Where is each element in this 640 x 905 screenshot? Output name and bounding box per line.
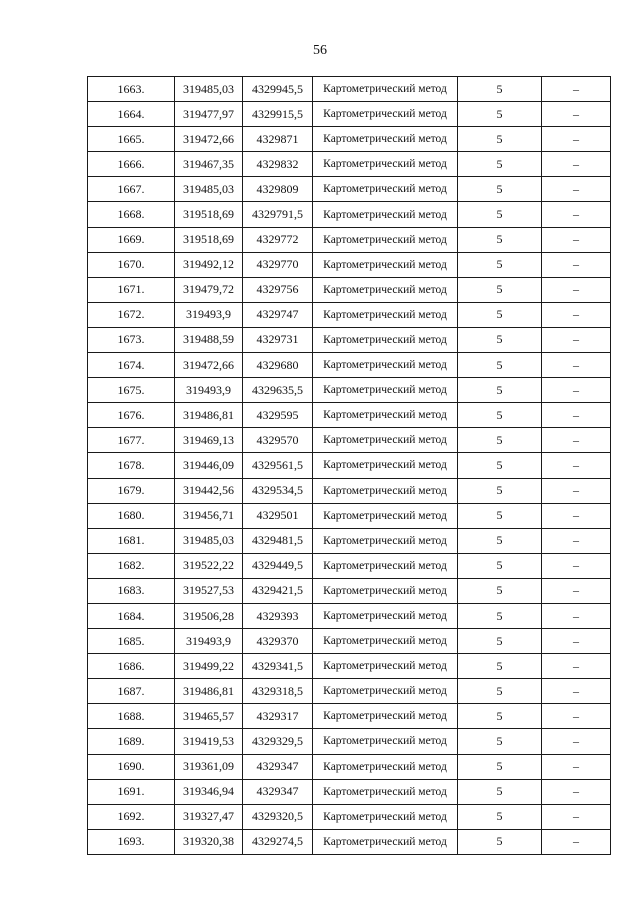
- y-coordinate-cell: 4329370: [243, 629, 313, 654]
- table-row: [88, 528, 611, 553]
- y-coordinate-cell: 4329320,5: [243, 804, 313, 829]
- point-number-cell: 1665.: [88, 127, 175, 152]
- table-row: [88, 102, 611, 127]
- accuracy-cell: 5: [458, 403, 542, 428]
- accuracy-cell: 5: [458, 478, 542, 503]
- method-cell: Картометрический метод: [313, 77, 458, 102]
- point-number-cell: 1686.: [88, 654, 175, 679]
- accuracy-cell: 5: [458, 102, 542, 127]
- table-row: [88, 804, 611, 829]
- method-cell: Картометрический метод: [313, 754, 458, 779]
- y-coordinate-cell: 4329393: [243, 603, 313, 628]
- x-coordinate-cell: 319469,13: [175, 428, 243, 453]
- method-cell: Картометрический метод: [313, 603, 458, 628]
- y-coordinate-cell: 4329421,5: [243, 578, 313, 603]
- table-row: [88, 378, 611, 403]
- accuracy-cell: 5: [458, 754, 542, 779]
- note-cell: –: [542, 102, 611, 127]
- note-cell: –: [542, 353, 611, 378]
- point-number-cell: 1683.: [88, 578, 175, 603]
- y-coordinate-cell: 4329341,5: [243, 654, 313, 679]
- x-coordinate-cell: 319493,9: [175, 629, 243, 654]
- accuracy-cell: 5: [458, 252, 542, 277]
- x-coordinate-cell: 319486,81: [175, 679, 243, 704]
- point-number-cell: 1667.: [88, 177, 175, 202]
- table-row: [88, 77, 611, 102]
- note-cell: –: [542, 302, 611, 327]
- point-number-cell: 1675.: [88, 378, 175, 403]
- y-coordinate-cell: 4329791,5: [243, 202, 313, 227]
- note-cell: –: [542, 503, 611, 528]
- accuracy-cell: 5: [458, 177, 542, 202]
- x-coordinate-cell: 319488,59: [175, 327, 243, 352]
- y-coordinate-cell: 4329731: [243, 327, 313, 352]
- accuracy-cell: 5: [458, 127, 542, 152]
- x-coordinate-cell: 319472,66: [175, 127, 243, 152]
- note-cell: –: [542, 428, 611, 453]
- note-cell: –: [542, 829, 611, 854]
- y-coordinate-cell: 4329772: [243, 227, 313, 252]
- y-coordinate-cell: 4329570: [243, 428, 313, 453]
- x-coordinate-cell: 319522,22: [175, 553, 243, 578]
- y-coordinate-cell: 4329318,5: [243, 679, 313, 704]
- point-number-cell: 1663.: [88, 77, 175, 102]
- point-number-cell: 1680.: [88, 503, 175, 528]
- point-number-cell: 1668.: [88, 202, 175, 227]
- x-coordinate-cell: 319527,53: [175, 578, 243, 603]
- method-cell: Картометрический метод: [313, 127, 458, 152]
- x-coordinate-cell: 319446,09: [175, 453, 243, 478]
- y-coordinate-cell: 4329945,5: [243, 77, 313, 102]
- method-cell: Картометрический метод: [313, 277, 458, 302]
- table-row: [88, 503, 611, 528]
- note-cell: –: [542, 754, 611, 779]
- table-row: [88, 704, 611, 729]
- method-cell: Картометрический метод: [313, 428, 458, 453]
- point-number-cell: 1664.: [88, 102, 175, 127]
- y-coordinate-cell: 4329595: [243, 403, 313, 428]
- method-cell: Картометрический метод: [313, 578, 458, 603]
- accuracy-cell: 5: [458, 629, 542, 654]
- method-cell: Картометрический метод: [313, 202, 458, 227]
- y-coordinate-cell: 4329915,5: [243, 102, 313, 127]
- note-cell: –: [542, 403, 611, 428]
- y-coordinate-cell: 4329809: [243, 177, 313, 202]
- method-cell: Картометрический метод: [313, 729, 458, 754]
- table-row: [88, 679, 611, 704]
- note-cell: –: [542, 779, 611, 804]
- x-coordinate-cell: 319346,94: [175, 779, 243, 804]
- accuracy-cell: 5: [458, 378, 542, 403]
- accuracy-cell: 5: [458, 704, 542, 729]
- point-number-cell: 1689.: [88, 729, 175, 754]
- table-row: [88, 478, 611, 503]
- note-cell: –: [542, 202, 611, 227]
- note-cell: –: [542, 729, 611, 754]
- page-number: 56: [313, 43, 327, 58]
- note-cell: –: [542, 378, 611, 403]
- table-row: [88, 177, 611, 202]
- table-row: [88, 227, 611, 252]
- x-coordinate-cell: 319361,09: [175, 754, 243, 779]
- y-coordinate-cell: 4329317: [243, 704, 313, 729]
- point-number-cell: 1678.: [88, 453, 175, 478]
- accuracy-cell: 5: [458, 779, 542, 804]
- method-cell: Картометрический метод: [313, 102, 458, 127]
- table-row: [88, 654, 611, 679]
- y-coordinate-cell: 4329347: [243, 754, 313, 779]
- x-coordinate-cell: 319485,03: [175, 77, 243, 102]
- table-row: [88, 327, 611, 352]
- point-number-cell: 1687.: [88, 679, 175, 704]
- table-row: [88, 428, 611, 453]
- point-number-cell: 1684.: [88, 603, 175, 628]
- accuracy-cell: 5: [458, 553, 542, 578]
- note-cell: –: [542, 277, 611, 302]
- accuracy-cell: 5: [458, 77, 542, 102]
- accuracy-cell: 5: [458, 804, 542, 829]
- note-cell: –: [542, 453, 611, 478]
- x-coordinate-cell: 319467,35: [175, 152, 243, 177]
- method-cell: Картометрический метод: [313, 553, 458, 578]
- point-number-cell: 1682.: [88, 553, 175, 578]
- note-cell: –: [542, 252, 611, 277]
- x-coordinate-cell: 319518,69: [175, 202, 243, 227]
- note-cell: –: [542, 152, 611, 177]
- accuracy-cell: 5: [458, 227, 542, 252]
- method-cell: Картометрический метод: [313, 403, 458, 428]
- x-coordinate-cell: 319493,9: [175, 302, 243, 327]
- point-number-cell: 1688.: [88, 704, 175, 729]
- x-coordinate-cell: 319492,12: [175, 252, 243, 277]
- x-coordinate-cell: 319518,69: [175, 227, 243, 252]
- accuracy-cell: 5: [458, 428, 542, 453]
- table-row: [88, 403, 611, 428]
- table-row: [88, 754, 611, 779]
- accuracy-cell: 5: [458, 202, 542, 227]
- point-number-cell: 1670.: [88, 252, 175, 277]
- method-cell: Картометрический метод: [313, 829, 458, 854]
- x-coordinate-cell: 319419,53: [175, 729, 243, 754]
- y-coordinate-cell: 4329449,5: [243, 553, 313, 578]
- accuracy-cell: 5: [458, 679, 542, 704]
- point-number-cell: 1679.: [88, 478, 175, 503]
- note-cell: –: [542, 629, 611, 654]
- x-coordinate-cell: 319486,81: [175, 403, 243, 428]
- accuracy-cell: 5: [458, 729, 542, 754]
- method-cell: Картометрический метод: [313, 528, 458, 553]
- accuracy-cell: 5: [458, 654, 542, 679]
- note-cell: –: [542, 553, 611, 578]
- point-number-cell: 1671.: [88, 277, 175, 302]
- note-cell: –: [542, 679, 611, 704]
- note-cell: –: [542, 704, 611, 729]
- point-number-cell: 1672.: [88, 302, 175, 327]
- point-number-cell: 1693.: [88, 829, 175, 854]
- table-row: [88, 202, 611, 227]
- method-cell: Картометрический метод: [313, 327, 458, 352]
- accuracy-cell: 5: [458, 829, 542, 854]
- table-row: [88, 302, 611, 327]
- note-cell: –: [542, 528, 611, 553]
- table-row: [88, 277, 611, 302]
- method-cell: Картометрический метод: [313, 779, 458, 804]
- point-number-cell: 1685.: [88, 629, 175, 654]
- point-number-cell: 1681.: [88, 528, 175, 553]
- point-number-cell: 1691.: [88, 779, 175, 804]
- x-coordinate-cell: 319320,38: [175, 829, 243, 854]
- method-cell: Картометрический метод: [313, 654, 458, 679]
- coordinates-table: [87, 76, 611, 855]
- accuracy-cell: 5: [458, 353, 542, 378]
- table-row: [88, 779, 611, 804]
- method-cell: Картометрический метод: [313, 152, 458, 177]
- y-coordinate-cell: 4329770: [243, 252, 313, 277]
- accuracy-cell: 5: [458, 327, 542, 352]
- accuracy-cell: 5: [458, 302, 542, 327]
- method-cell: Картометрический метод: [313, 227, 458, 252]
- method-cell: Картометрический метод: [313, 378, 458, 403]
- method-cell: Картометрический метод: [313, 252, 458, 277]
- y-coordinate-cell: 4329329,5: [243, 729, 313, 754]
- y-coordinate-cell: 4329347: [243, 779, 313, 804]
- x-coordinate-cell: 319479,72: [175, 277, 243, 302]
- y-coordinate-cell: 4329561,5: [243, 453, 313, 478]
- method-cell: Картометрический метод: [313, 353, 458, 378]
- note-cell: –: [542, 227, 611, 252]
- method-cell: Картометрический метод: [313, 302, 458, 327]
- y-coordinate-cell: 4329680: [243, 353, 313, 378]
- point-number-cell: 1669.: [88, 227, 175, 252]
- x-coordinate-cell: 319506,28: [175, 603, 243, 628]
- point-number-cell: 1690.: [88, 754, 175, 779]
- note-cell: –: [542, 177, 611, 202]
- y-coordinate-cell: 4329832: [243, 152, 313, 177]
- accuracy-cell: 5: [458, 603, 542, 628]
- method-cell: Картометрический метод: [313, 804, 458, 829]
- table-row: [88, 252, 611, 277]
- table-row: [88, 603, 611, 628]
- point-number-cell: 1676.: [88, 403, 175, 428]
- note-cell: –: [542, 327, 611, 352]
- table-row: [88, 629, 611, 654]
- note-cell: –: [542, 478, 611, 503]
- x-coordinate-cell: 319485,03: [175, 528, 243, 553]
- method-cell: Картометрический метод: [313, 503, 458, 528]
- y-coordinate-cell: 4329871: [243, 127, 313, 152]
- point-number-cell: 1677.: [88, 428, 175, 453]
- method-cell: Картометрический метод: [313, 453, 458, 478]
- method-cell: Картометрический метод: [313, 704, 458, 729]
- table-row: [88, 578, 611, 603]
- x-coordinate-cell: 319327,47: [175, 804, 243, 829]
- y-coordinate-cell: 4329274,5: [243, 829, 313, 854]
- note-cell: –: [542, 804, 611, 829]
- note-cell: –: [542, 127, 611, 152]
- x-coordinate-cell: 319493,9: [175, 378, 243, 403]
- y-coordinate-cell: 4329481,5: [243, 528, 313, 553]
- point-number-cell: 1673.: [88, 327, 175, 352]
- y-coordinate-cell: 4329756: [243, 277, 313, 302]
- x-coordinate-cell: 319456,71: [175, 503, 243, 528]
- table-row: [88, 553, 611, 578]
- y-coordinate-cell: 4329747: [243, 302, 313, 327]
- table-row: [88, 829, 611, 854]
- y-coordinate-cell: 4329501: [243, 503, 313, 528]
- point-number-cell: 1692.: [88, 804, 175, 829]
- table-row: [88, 453, 611, 478]
- table-row: [88, 152, 611, 177]
- table-row: [88, 127, 611, 152]
- accuracy-cell: 5: [458, 277, 542, 302]
- x-coordinate-cell: 319485,03: [175, 177, 243, 202]
- method-cell: Картометрический метод: [313, 629, 458, 654]
- point-number-cell: 1666.: [88, 152, 175, 177]
- table-row: [88, 729, 611, 754]
- x-coordinate-cell: 319472,66: [175, 353, 243, 378]
- note-cell: –: [542, 654, 611, 679]
- x-coordinate-cell: 319465,57: [175, 704, 243, 729]
- note-cell: –: [542, 603, 611, 628]
- accuracy-cell: 5: [458, 453, 542, 478]
- accuracy-cell: 5: [458, 578, 542, 603]
- table-row: [88, 353, 611, 378]
- note-cell: –: [542, 77, 611, 102]
- accuracy-cell: 5: [458, 152, 542, 177]
- note-cell: –: [542, 578, 611, 603]
- accuracy-cell: 5: [458, 528, 542, 553]
- method-cell: Картометрический метод: [313, 478, 458, 503]
- method-cell: Картометрический метод: [313, 177, 458, 202]
- y-coordinate-cell: 4329534,5: [243, 478, 313, 503]
- accuracy-cell: 5: [458, 503, 542, 528]
- point-number-cell: 1674.: [88, 353, 175, 378]
- method-cell: Картометрический метод: [313, 679, 458, 704]
- x-coordinate-cell: 319499,22: [175, 654, 243, 679]
- coordinates-table-body: [88, 77, 611, 855]
- x-coordinate-cell: 319442,56: [175, 478, 243, 503]
- x-coordinate-cell: 319477,97: [175, 102, 243, 127]
- y-coordinate-cell: 4329635,5: [243, 378, 313, 403]
